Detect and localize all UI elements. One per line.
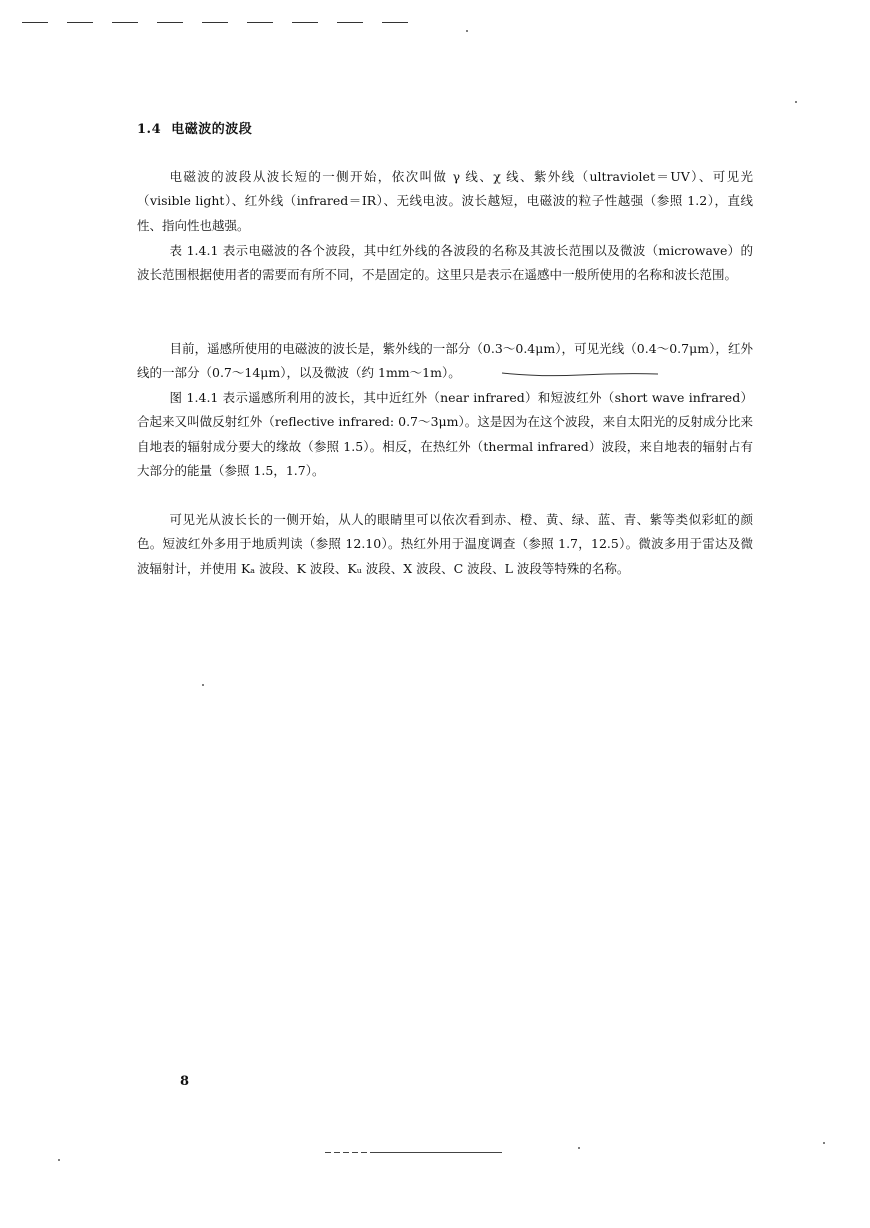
top-dash-marks [22, 22, 408, 23]
paragraph-wavelength-ranges: 目前，遥感所使用的电磁波的波长是，紫外线的一部分（0.3～0.4μm），可见光线（0.4～0.7μm），红外线的一部分（0.7～14μm），以及微波（约 1mm～1m）。 [137, 340, 753, 380]
paragraph-wavebands-intro: 电磁波的波段从波长短的一侧开始，依次叫做 γ 线、χ 线、紫外线（ultraviolet＝UV）、可见光（visible light）、红外线（infrared＝IR）、无线电波。波长越短，电磁波的粒子性越强（参照 1.2），直线性、指向性也越强。 [137, 168, 753, 233]
scan-speck [795, 101, 797, 103]
paragraph-table-description: 表 1.4.1 表示电磁波的各个波段，其中红外线的各波段的名称及其波长范围以及微波（microwave）的波长范围根据使用者的需要而有所不同，不是固定的。这里只是表示在遥感中一般所使用的名称和波长范围。 [137, 242, 753, 282]
paragraph-visible-light: 可见光从波长长的一侧开始，从人的眼睛里可以依次看到赤、橙、黄、绿、蓝、青、紫等类似彩虹的颜色。短波红外多用于地质判读（参照 12.10）。热红外用于温度调查（参照 1.7，12.5）。微波多用于雷达及微波辐射计，并使用 Kₐ 波段、K 波段、Kᵤ 波段、X 波段、C 波段、L 波段等特殊的名称。 [137, 511, 753, 576]
section-heading [137, 118, 252, 137]
page-number: 8 [180, 1074, 190, 1089]
scan-speck [823, 1142, 825, 1144]
bottom-solid-rule [370, 1152, 500, 1153]
section-number: 1.4 [137, 122, 162, 137]
section-title: 电磁波的波段 [171, 122, 253, 137]
scan-speck [58, 1159, 60, 1161]
handwritten-underline-mark [500, 370, 660, 378]
scan-speck [202, 684, 204, 686]
paragraph-reflective-infrared: 图 1.4.1 表示遥感所利用的波长，其中近红外（near infrared）和短波红外（short wave infrared）合起来又叫做反射红外（reflective infrared: 0.7～3μm）。这是因为在这个波段，来自太阳光的反射成分比来自地表的辐射成分要大的缘故（参照 1.5）。相反，在热红外（thermal infrared）波段，来自地表的辐射占有大部分的能量（参照 1.5，1.7）。 [137, 389, 753, 478]
scan-speck [466, 30, 468, 32]
scan-speck [578, 1147, 580, 1149]
